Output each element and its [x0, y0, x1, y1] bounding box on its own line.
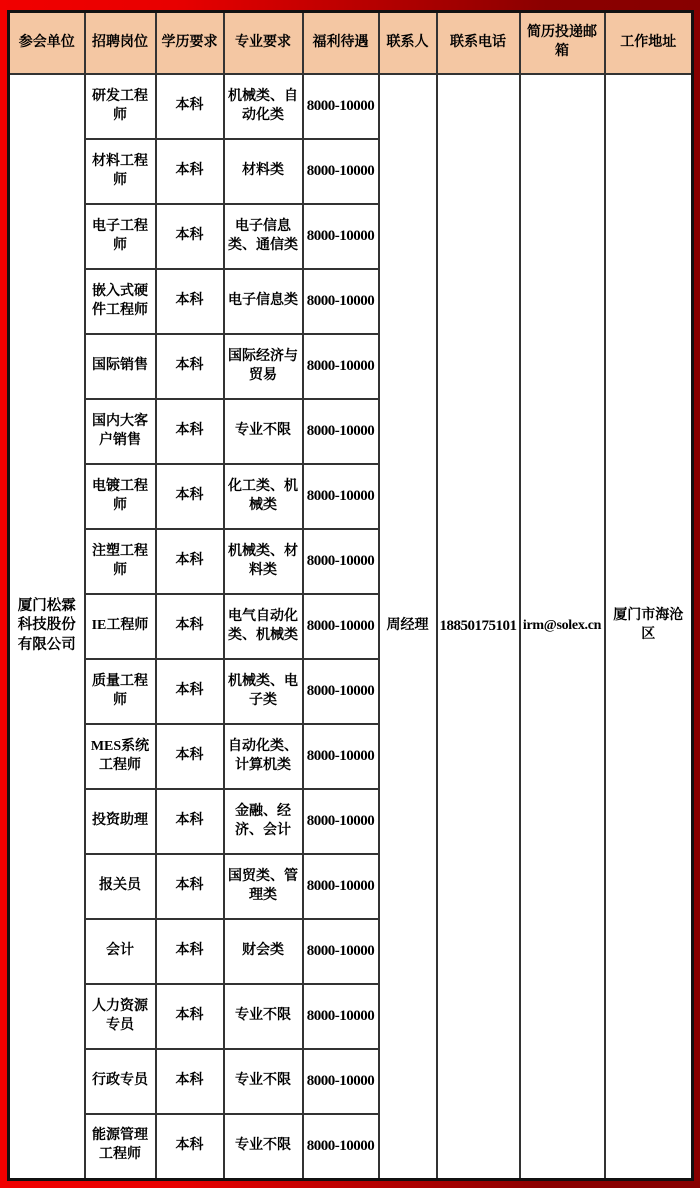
job-education-cell: 本科	[156, 854, 224, 919]
resume-email-cell: irm@solex.cn	[520, 74, 605, 1179]
job-education-cell: 本科	[156, 594, 224, 659]
job-position-cell: 嵌入式硬件工程师	[85, 269, 156, 334]
job-salary-cell: 8000-10000	[303, 334, 379, 399]
job-position-cell: 报关员	[85, 854, 156, 919]
job-education-cell: 本科	[156, 529, 224, 594]
recruitment-table	[7, 10, 694, 1181]
job-position-cell: IE工程师	[85, 594, 156, 659]
job-salary-cell: 8000-10000	[303, 1114, 379, 1179]
job-major-cell: 财会类	[224, 919, 303, 984]
job-major-cell: 国贸类、管理类	[224, 854, 303, 919]
job-major-cell: 专业不限	[224, 399, 303, 464]
job-position-cell: 电子工程师	[85, 204, 156, 269]
job-salary-cell: 8000-10000	[303, 659, 379, 724]
job-position-cell: 材料工程师	[85, 139, 156, 204]
job-salary-cell: 8000-10000	[303, 1049, 379, 1114]
job-salary-cell: 8000-10000	[303, 919, 379, 984]
job-salary-cell: 8000-10000	[303, 74, 379, 139]
job-salary-cell: 8000-10000	[303, 139, 379, 204]
job-major-cell: 电子信息类	[224, 269, 303, 334]
header-participating-unit: 参会单位	[9, 12, 85, 75]
job-education-cell: 本科	[156, 1114, 224, 1179]
table-row	[9, 74, 693, 139]
job-education-cell: 本科	[156, 919, 224, 984]
job-salary-cell: 8000-10000	[303, 984, 379, 1049]
table-header-row	[9, 12, 693, 75]
contact-phone-cell: 18850175101	[437, 74, 520, 1179]
header-major: 专业要求	[224, 12, 303, 75]
job-position-cell: 研发工程师	[85, 74, 156, 139]
header-contact-phone: 联系电话	[437, 12, 520, 75]
job-salary-cell: 8000-10000	[303, 204, 379, 269]
job-position-cell: 注塑工程师	[85, 529, 156, 594]
job-major-cell: 专业不限	[224, 1049, 303, 1114]
job-salary-cell: 8000-10000	[303, 464, 379, 529]
job-salary-cell: 8000-10000	[303, 724, 379, 789]
job-position-cell: 人力资源专员	[85, 984, 156, 1049]
job-education-cell: 本科	[156, 659, 224, 724]
work-address-cell: 厦门市海沧区	[605, 74, 693, 1179]
header-work-address: 工作地址	[605, 12, 693, 75]
job-major-cell: 电气自动化类、机械类	[224, 594, 303, 659]
job-salary-cell: 8000-10000	[303, 854, 379, 919]
job-position-cell: 国际销售	[85, 334, 156, 399]
job-major-cell: 金融、经济、会计	[224, 789, 303, 854]
job-position-cell: 质量工程师	[85, 659, 156, 724]
job-major-cell: 电子信息类、通信类	[224, 204, 303, 269]
header-contact-person: 联系人	[379, 12, 437, 75]
job-education-cell: 本科	[156, 74, 224, 139]
job-major-cell: 化工类、机械类	[224, 464, 303, 529]
job-education-cell: 本科	[156, 464, 224, 529]
job-major-cell: 专业不限	[224, 984, 303, 1049]
job-education-cell: 本科	[156, 1049, 224, 1114]
job-position-cell: 行政专员	[85, 1049, 156, 1114]
company-name-cell: 厦门松霖科技股份有限公司	[9, 74, 85, 1179]
job-major-cell: 自动化类、计算机类	[224, 724, 303, 789]
job-salary-cell: 8000-10000	[303, 594, 379, 659]
job-major-cell: 机械类、自动化类	[224, 74, 303, 139]
job-education-cell: 本科	[156, 789, 224, 854]
job-education-cell: 本科	[156, 984, 224, 1049]
header-education: 学历要求	[156, 12, 224, 75]
job-salary-cell: 8000-10000	[303, 269, 379, 334]
job-salary-cell: 8000-10000	[303, 529, 379, 594]
job-education-cell: 本科	[156, 334, 224, 399]
job-education-cell: 本科	[156, 204, 224, 269]
job-education-cell: 本科	[156, 139, 224, 204]
job-major-cell: 材料类	[224, 139, 303, 204]
job-position-cell: 投资助理	[85, 789, 156, 854]
contact-person-cell: 周经理	[379, 74, 437, 1179]
job-position-cell: 电镀工程师	[85, 464, 156, 529]
job-education-cell: 本科	[156, 269, 224, 334]
job-major-cell: 国际经济与贸易	[224, 334, 303, 399]
job-position-cell: 会计	[85, 919, 156, 984]
job-position-cell: MES系统工程师	[85, 724, 156, 789]
job-major-cell: 机械类、材料类	[224, 529, 303, 594]
job-education-cell: 本科	[156, 724, 224, 789]
job-position-cell: 能源管理工程师	[85, 1114, 156, 1179]
header-position: 招聘岗位	[85, 12, 156, 75]
header-resume-email: 简历投递邮箱	[520, 12, 605, 75]
job-major-cell: 机械类、电子类	[224, 659, 303, 724]
header-benefits: 福利待遇	[303, 12, 379, 75]
job-salary-cell: 8000-10000	[303, 399, 379, 464]
job-position-cell: 国内大客户销售	[85, 399, 156, 464]
job-education-cell: 本科	[156, 399, 224, 464]
job-salary-cell: 8000-10000	[303, 789, 379, 854]
job-major-cell: 专业不限	[224, 1114, 303, 1179]
